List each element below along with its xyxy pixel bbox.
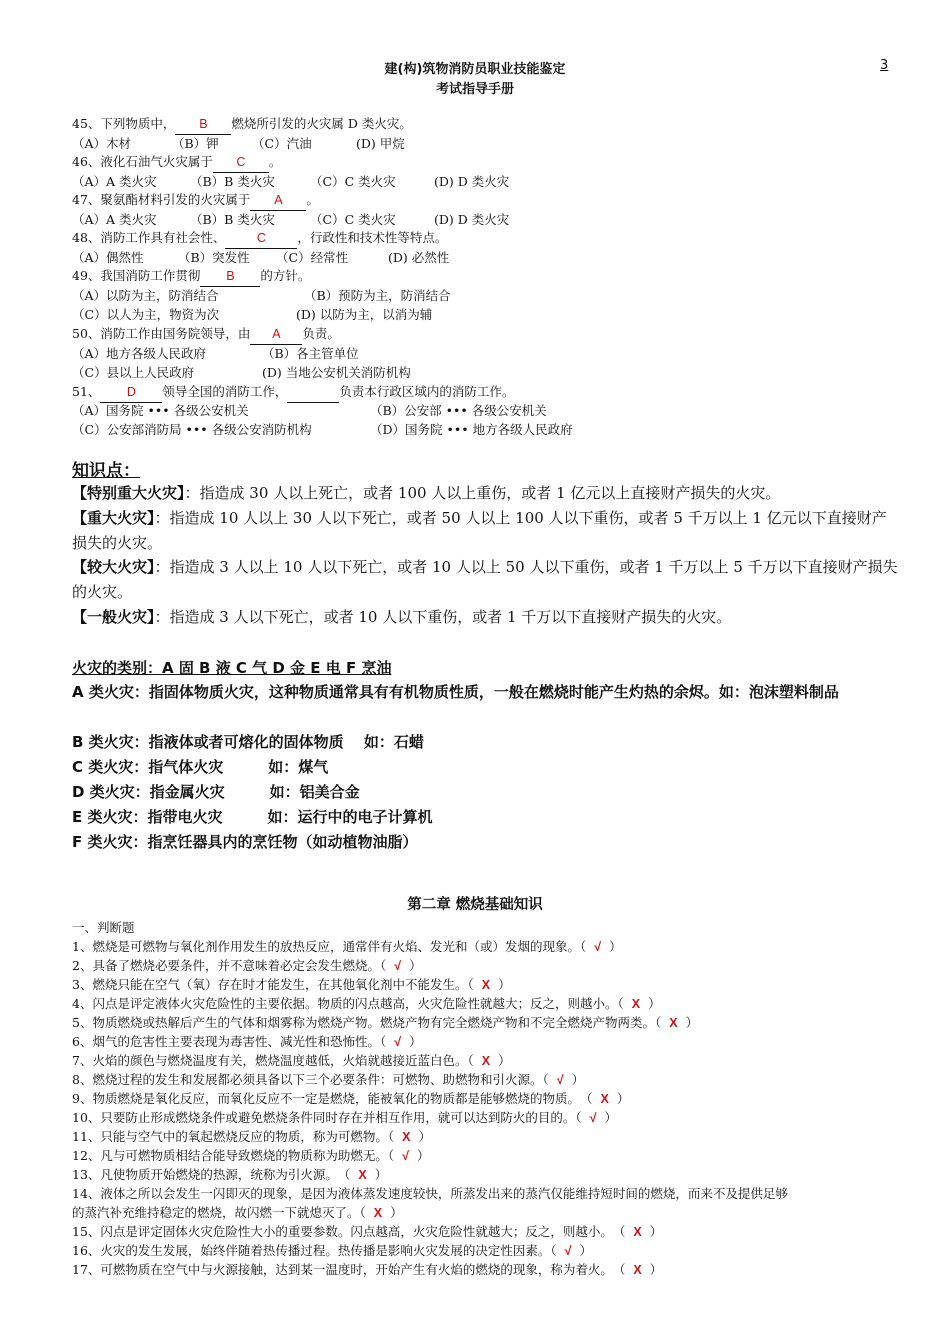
knowledge-text: ：指造成 3 人以下死亡，或者 10 人以下重伤，或者 1 千万以下直接财产损失的火灾。 xyxy=(154,608,732,626)
judge-item xyxy=(72,1222,662,1242)
fire-category-b: B 类火灾：指液体或者可熔化的固体物质 如：石蜡 xyxy=(72,733,424,751)
question-text: 49、我国消防工作贯彻 xyxy=(72,268,201,283)
question-text: 领导全国的消防工作， xyxy=(162,384,288,399)
knowledge-item xyxy=(72,506,898,556)
question-50 xyxy=(72,324,340,345)
judge-close: ） xyxy=(649,1262,663,1277)
judge-mark: √ xyxy=(564,1244,572,1258)
question-text: 48、消防工作具有社会性、 xyxy=(72,230,226,245)
page-number: 3 xyxy=(880,58,889,73)
question-51 xyxy=(72,382,514,403)
fire-categories-title: 火灾的类别：A 固 B 液 C 气 D 金 E 电 F 烹油 xyxy=(72,659,392,677)
option-c: （C）公安部消防局 ••• 各级公安消防机构 xyxy=(72,422,312,437)
fire-category-a: A 类火灾：指固体物质火灾，这种物质通常具有有机物质性质，一般在燃烧时能产生灼热的余烬。如：泡沫塑料制品 xyxy=(72,683,839,701)
question-text: 46、液化石油气火灾属于 xyxy=(72,154,213,169)
option-b: （B）B 类火灾 xyxy=(190,212,275,227)
question-text: ，行政性和技术性等特点。 xyxy=(297,230,448,245)
option-d: (D) 当地公安机关消防机构 xyxy=(262,365,411,380)
judge-text: 4、闪点是评定液体火灾危险性的主要依据。物质的闪点越高，火灾危险性就越大；反之，则越小。（ xyxy=(72,996,624,1011)
option-a: （A）A 类火灾 xyxy=(72,212,157,227)
option-a: （A）A 类火灾 xyxy=(72,174,157,189)
judge-close: ） xyxy=(579,1243,593,1258)
judge-item xyxy=(72,1241,592,1261)
judge-close: ） xyxy=(649,1224,663,1239)
question-text: 45、下列物质中， xyxy=(72,116,176,131)
judge-text: 16、火灾的发生发展，始终伴随着热传播过程。热传播是影响火灾发展的决定性因素。（ xyxy=(72,1243,557,1258)
judge-text: 2、具备了燃烧必要条件，并不意味着必定会发生燃烧。（ xyxy=(72,958,387,973)
judge-mark: X xyxy=(600,1092,609,1106)
fire-category-d: D 类火灾：指金属火灾 如：铝美合金 xyxy=(72,783,360,801)
option-c: （C）汽油 xyxy=(252,136,312,151)
option-b: （B）预防为主，防消结合 xyxy=(304,288,451,303)
question-45 xyxy=(72,114,412,135)
knowledge-label: 【特别重大火灾】 xyxy=(72,484,185,502)
judge-mark: X xyxy=(358,1168,367,1182)
judge-item xyxy=(72,1013,698,1033)
judge-mark: X xyxy=(481,978,491,992)
judge-close: ） xyxy=(409,958,422,973)
judge-text: 14、液体之所以会发生一闪即灭的现象，是因为液体蒸发速度较快，所蒸发出来的蒸汽仅能维持短时间的燃烧，而来不及提供足够 xyxy=(72,1186,788,1201)
judge-text: 7、火焰的颜色与燃烧温度有关，燃烧温度越低，火焰就越接近蓝白色。（ xyxy=(72,1053,474,1068)
option-b: （B）各主管单位 xyxy=(262,346,359,361)
judge-text: 8、燃烧过程的发生和发展都必须具备以下三个必要条件：可燃物、助燃物和引火源。（ xyxy=(72,1072,549,1087)
answer-blank: A xyxy=(250,325,302,345)
judge-close: ） xyxy=(685,1015,699,1030)
judge-close: ） xyxy=(571,1072,585,1087)
judge-text: 11、只能与空气中的氧起燃烧反应的物质，称为可燃物。（ xyxy=(72,1129,395,1144)
judge-close: ） xyxy=(616,1091,630,1106)
judge-item xyxy=(72,937,622,957)
question-text: 燃烧所引发的火灾属 D 类火灾。 xyxy=(231,116,412,131)
question-text: 负责本行政区域内的消防工作。 xyxy=(339,384,515,399)
option-d: (D) 必然性 xyxy=(388,250,450,265)
document-title: 建(构)筑物消防员职业技能鉴定 xyxy=(384,62,566,77)
judge-mark: √ xyxy=(589,1111,597,1125)
option-a: （A）地方各级人民政府 xyxy=(72,346,207,361)
question-text: 51、 xyxy=(72,384,101,399)
option-c: （C）C 类火灾 xyxy=(310,212,396,227)
judge-item xyxy=(72,1260,662,1280)
answer-blank: C xyxy=(213,153,269,173)
judge-item xyxy=(72,1127,431,1147)
judge-text: 9、物质燃烧是氧化反应，而氧化反应不一定是燃烧，能被氧化的物质都是能够燃烧的物质。 （ xyxy=(72,1091,593,1106)
judge-close: ） xyxy=(498,1053,511,1068)
knowledge-text: ：指造成 3 人以上 10 人以下死亡，或者 10 人以上 50 人以下重伤，或者 1 千万以上 5 千万以下直接财产损失的火灾。 xyxy=(72,558,898,601)
judge-mark: X xyxy=(481,1054,491,1068)
judge-close: ） xyxy=(604,1110,618,1125)
option-c: （C）经常性 xyxy=(276,250,349,265)
judge-item xyxy=(72,1203,403,1223)
judge-item xyxy=(72,975,511,995)
option-c: （C）以人为主，物资为次 xyxy=(72,307,220,322)
option-a: （A）偶然性 xyxy=(72,250,144,265)
judge-mark: √ xyxy=(594,940,602,954)
judge-item xyxy=(72,956,422,976)
judge-item xyxy=(72,994,661,1014)
judge-mark: X xyxy=(373,1206,383,1220)
judge-close: ） xyxy=(390,1205,403,1220)
fire-category-e: E 类火灾：指带电火灾 如：运行中的电子计算机 xyxy=(72,808,433,826)
judge-text: 1、燃烧是可燃物与氧化剂作用发生的放热反应，通常伴有火焰、发光和（或）发烟的现象。（ xyxy=(72,939,587,954)
knowledge-text: ：指造成 30 人以上死亡，或者 100 人以上重伤，或者 1 亿元以上直接财产损失的火灾。 xyxy=(184,484,781,502)
judge-mark: X xyxy=(631,997,641,1011)
judge-item xyxy=(72,1165,387,1185)
option-a: （A）国务院 ••• 各级公安机关 xyxy=(72,403,249,418)
chapter-title: 第二章 燃烧基础知识 xyxy=(407,897,543,913)
judge-close: ） xyxy=(418,1129,432,1144)
judge-mark: X xyxy=(633,1225,642,1239)
judge-item xyxy=(72,1051,511,1071)
judge-item xyxy=(72,1032,422,1052)
option-b: （B）钾 xyxy=(172,136,219,151)
judge-item xyxy=(72,1070,584,1090)
option-c: （C）县以上人民政府 xyxy=(72,365,195,380)
judge-mark: √ xyxy=(402,1149,410,1163)
judge-mark: X xyxy=(633,1263,642,1277)
knowledge-text: ：指造成 10 人以上 30 人以下死亡，或者 50 人以上 100 人以下重伤，或者 5 千万以上 1 亿元以下直接财产损失的火灾。 xyxy=(72,509,887,552)
knowledge-item xyxy=(72,481,898,506)
knowledge-title: 知识点： xyxy=(72,461,140,481)
option-d: (D) 以防为主，以消为辅 xyxy=(296,307,433,322)
question-49 xyxy=(72,266,310,287)
question-text: 50、消防工作由国务院领导，由 xyxy=(72,326,251,341)
answer-blank: D xyxy=(100,383,162,403)
option-d: (D) D 类火灾 xyxy=(434,174,510,189)
judge-text: 的蒸汽补充维持稳定的燃烧，故闪燃一下就熄灭了。（ xyxy=(72,1205,366,1220)
judge-close: ） xyxy=(609,939,622,954)
judge-mark: X xyxy=(402,1130,411,1144)
option-a: （A）木材 xyxy=(72,136,132,151)
option-c: （C）C 类火灾 xyxy=(310,174,396,189)
judge-close: ） xyxy=(648,996,661,1011)
question-text: 。 xyxy=(268,154,282,169)
knowledge-item xyxy=(72,555,898,605)
answer-blank: B xyxy=(200,267,260,287)
judge-mark: √ xyxy=(394,959,402,973)
fire-category-c: C 类火灾：指气体火灾 如：煤气 xyxy=(72,758,329,776)
answer-blank-empty xyxy=(287,383,339,403)
judge-item xyxy=(72,1184,788,1203)
judge-text: 6、烟气的危害性主要表现为毒害性、减光性和恐怖性。（ xyxy=(72,1034,387,1049)
judge-text: 3、燃烧只能在空气（氧）存在时才能发生，在其他氧化剂中不能发生。（ xyxy=(72,977,474,992)
judge-close: ） xyxy=(498,977,511,992)
knowledge-label: 【较大火灾】 xyxy=(72,558,155,576)
judge-close: ） xyxy=(417,1148,430,1163)
judge-close: ） xyxy=(409,1034,422,1049)
judge-close: ） xyxy=(374,1167,388,1182)
judge-text: 13、凡使物质开始燃烧的热源，统称为引火源。 （ xyxy=(72,1167,351,1182)
fire-category-f: F 类火灾：指烹饪器具内的烹饪物（如动植物油脂） xyxy=(72,833,418,851)
question-text: 。 xyxy=(306,192,319,207)
judge-item xyxy=(72,1089,629,1109)
question-47 xyxy=(72,190,319,211)
judge-text: 5、物质燃烧或热解后产生的气体和烟雾称为燃烧产物。燃烧产物有完全燃烧产物和不完全燃烧产物两类。（ xyxy=(72,1015,662,1030)
judge-mark: X xyxy=(669,1016,678,1030)
judge-text: 15、闪点是评定固体火灾危险性大小的重要参数。闪点越高，火灾危险性就越大；反之，则越小。 （ xyxy=(72,1224,626,1239)
option-d: (D) 甲烷 xyxy=(356,136,405,151)
judge-text: 10、只要防止形成燃烧条件或避免燃烧条件同时存在并相互作用，就可以达到防火的目的。（ xyxy=(72,1110,582,1125)
option-b: （B）突发性 xyxy=(178,250,250,265)
answer-blank: B xyxy=(175,115,231,135)
section-title: 一、判断题 xyxy=(72,920,135,935)
option-b: （B）B 类火灾 xyxy=(190,174,275,189)
judge-mark: √ xyxy=(394,1035,402,1049)
judge-text: 12、凡与可燃物质相结合能导致燃烧的物质称为助燃无。（ xyxy=(72,1148,395,1163)
option-d: （D）国务院 ••• 地方各级人民政府 xyxy=(370,422,573,437)
judge-item xyxy=(72,1146,430,1166)
option-a: （A）以防为主，防消结合 xyxy=(72,288,219,303)
question-text: 的方针。 xyxy=(260,268,311,283)
question-48 xyxy=(72,228,447,249)
knowledge-label: 【一般火灾】 xyxy=(72,608,155,626)
judge-item xyxy=(72,1108,617,1128)
document-subtitle: 考试指导手册 xyxy=(435,82,514,97)
question-text: 47、聚氨酯材料引发的火灾属于 xyxy=(72,192,251,207)
question-text: 负责。 xyxy=(302,326,340,341)
knowledge-item xyxy=(72,605,898,630)
option-d: (D) D 类火灾 xyxy=(434,212,510,227)
knowledge-label: 【重大火灾】 xyxy=(72,509,155,527)
judge-text: 17、可燃物质在空气中与火源接触，达到某一温度时，开始产生有火焰的燃烧的现象，称为着火。 （ xyxy=(72,1262,626,1277)
question-46 xyxy=(72,152,281,173)
answer-blank: A xyxy=(250,191,306,211)
answer-blank: C xyxy=(225,229,297,249)
option-b: （B）公安部 ••• 各级公安机关 xyxy=(370,403,547,418)
judge-mark: √ xyxy=(556,1073,564,1087)
